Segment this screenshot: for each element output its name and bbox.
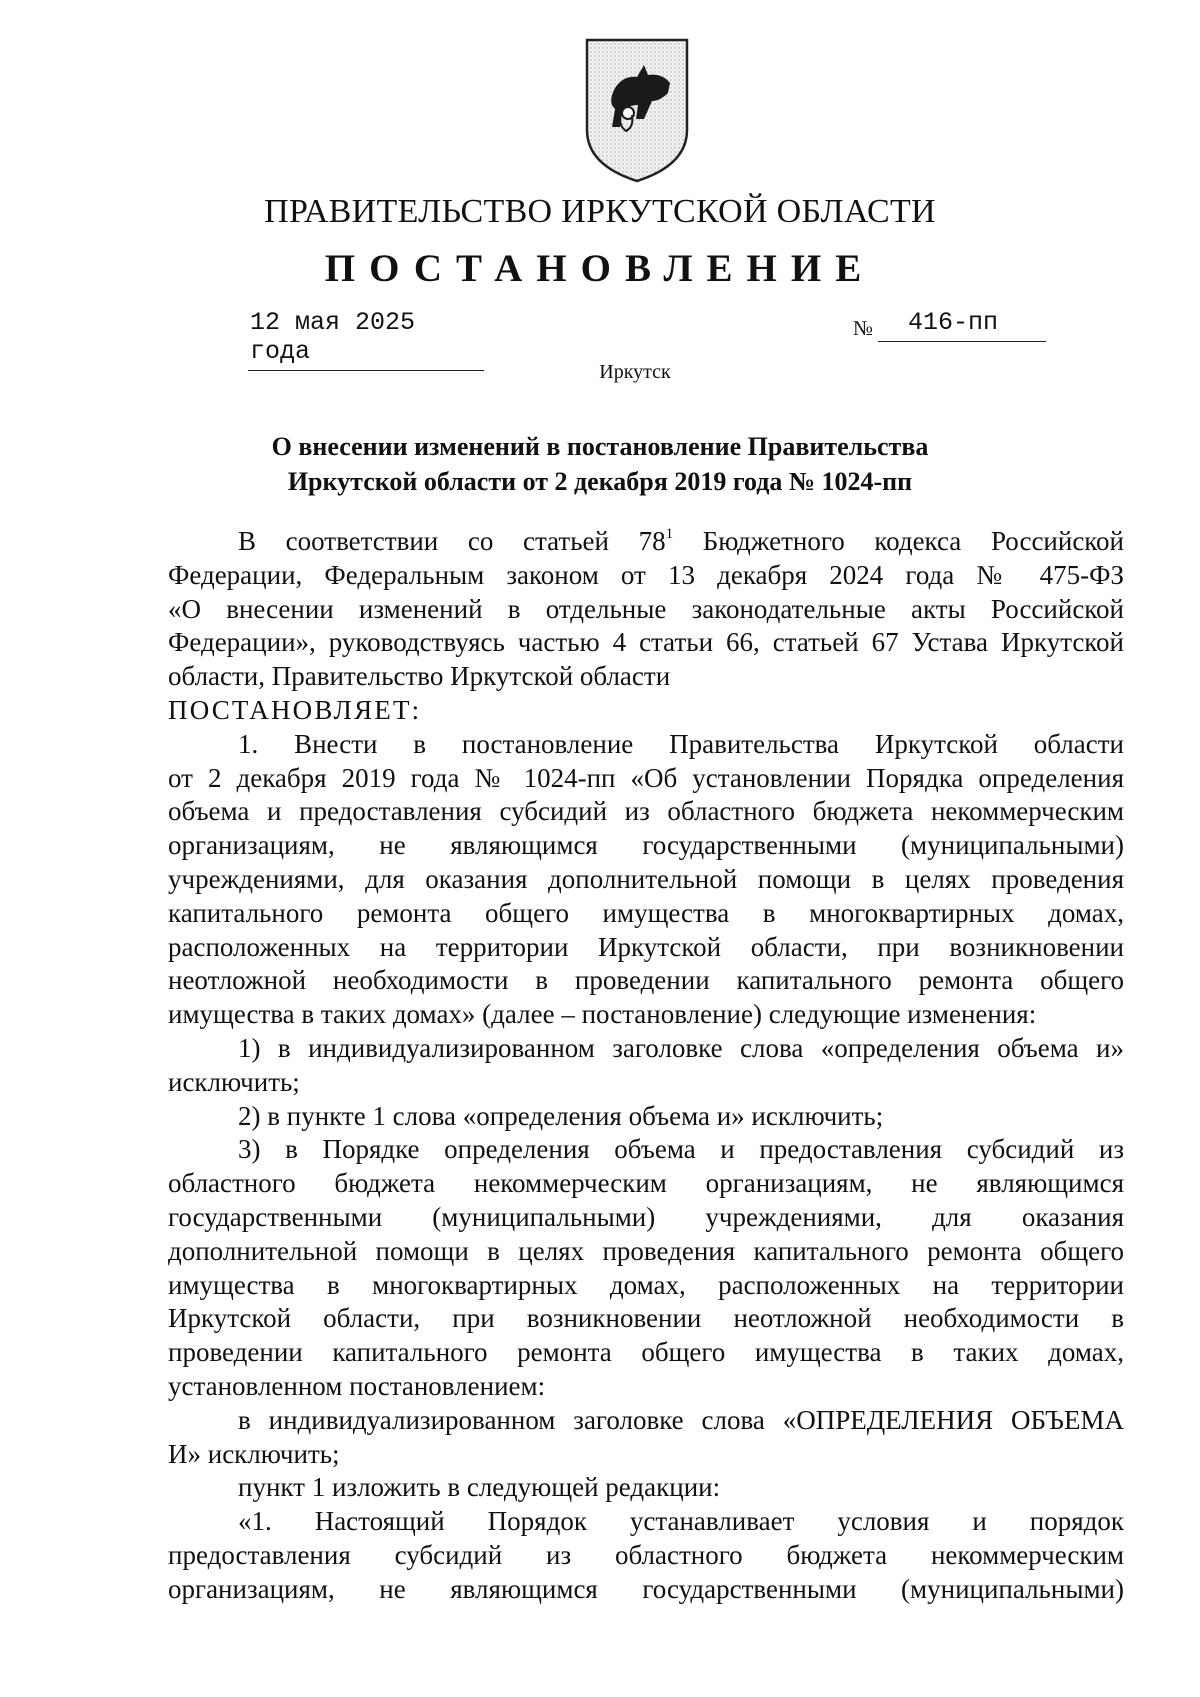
body-line: 2) в пункте 1 слова «определения объема и» исключить; bbox=[238, 1100, 884, 1131]
body-line: имущества в многоквартирных домах, расположенных на территории bbox=[168, 1269, 1124, 1300]
body-line: установленном постановлением: bbox=[168, 1370, 546, 1401]
document-number: 416-пп bbox=[878, 308, 1046, 342]
title-line: Иркутской области от 2 декабря 2019 года № 1024-пп bbox=[287, 467, 913, 496]
body-line: проведении капитального ремонта общего имущества в таких домах, bbox=[168, 1337, 1124, 1368]
coat-of-arms-emblem bbox=[582, 35, 692, 185]
body-line: Федерации», руководствуясь частью 4 статьи 66, статьей 67 Устава Иркутской bbox=[168, 627, 1124, 658]
decree-word: ПОСТАНОВЛЯЕТ: bbox=[168, 694, 422, 725]
document-type: ПОСТАНОВЛЕНИЕ bbox=[324, 247, 876, 290]
title-line: О внесении изменений в постановление Правительства bbox=[271, 432, 929, 461]
document-date: 12 мая 2025 года bbox=[248, 308, 484, 371]
body-line: области, Правительство Иркутской области bbox=[168, 661, 671, 692]
body-line: дополнительной помощи в целях проведения капитального ремонта общего bbox=[168, 1235, 1124, 1266]
document-title bbox=[0, 429, 1200, 499]
body-line: учреждениями, для оказания дополнительной помощи в целях проведения bbox=[168, 863, 1124, 894]
number-sign: № bbox=[853, 316, 874, 340]
body-line: «1. Настоящий Порядок устанавливает условия и порядок bbox=[238, 1506, 1124, 1537]
body-line: организациям, не являющимся государственными (муниципальными) bbox=[168, 830, 1124, 861]
body-line: неотложной необходимости в проведении капитального ремонта общего bbox=[168, 965, 1124, 996]
body-line: организациям, не являющимся государственными (муниципальными) bbox=[168, 1573, 1124, 1604]
body-line: от 2 декабря 2019 года № 1024-пп «Об установлении Порядка определения bbox=[168, 762, 1124, 793]
body-line: 1) в индивидуализированном заголовке слова «определения объема и» bbox=[238, 1032, 1124, 1063]
document-body bbox=[168, 525, 1124, 1607]
body-line: Иркутской области, при возникновении неотложной необходимости в bbox=[168, 1303, 1124, 1334]
body-line: капитального ремонта общего имущества в многоквартирных домах, bbox=[168, 897, 1124, 928]
body-line: расположенных на территории Иркутской области, при возникновении bbox=[168, 931, 1124, 962]
body-line: «О внесении изменений в отдельные законодательные акты Российской bbox=[168, 593, 1124, 624]
body-line: предоставления субсидий из областного бюджета некоммерческим bbox=[168, 1539, 1124, 1570]
body-line: Федерации, Федеральным законом от 13 декабря 2024 года № 475-ФЗ bbox=[168, 559, 1124, 590]
city: Иркутск bbox=[599, 361, 671, 383]
government-name: ПРАВИТЕЛЬСТВО ИРКУТСКОЙ ОБЛАСТИ bbox=[264, 193, 936, 230]
body-line: в индивидуализированном заголовке слова «ОПРЕДЕЛЕНИЯ ОБЪЕМА bbox=[238, 1404, 1124, 1435]
body-line: И» исключить; bbox=[168, 1438, 340, 1469]
body-line: В соответствии со статьей $78^1$ Бюджетного кодекса Российской bbox=[238, 526, 1125, 556]
body-line: исключить; bbox=[168, 1066, 300, 1097]
body-line: 1. Внести в постановление Правительства Иркутской области bbox=[238, 728, 1124, 759]
body-line: имущества в таких домах» (далее – постановление) следующие изменения: bbox=[168, 999, 1037, 1030]
body-line: объема и предоставления субсидий из областного бюджета некоммерческим bbox=[168, 796, 1124, 827]
body-line: областного бюджета некоммерческим организациям, не являющимся bbox=[168, 1168, 1124, 1199]
superscript: 1 bbox=[665, 526, 674, 542]
body-line: 3) в Порядке определения объема и предоставления субсидий из bbox=[238, 1134, 1124, 1165]
body-line: государственными (муниципальными) учреждениями, для оказания bbox=[168, 1201, 1124, 1232]
body-line: пункт 1 изложить в следующей редакции: bbox=[238, 1472, 721, 1503]
